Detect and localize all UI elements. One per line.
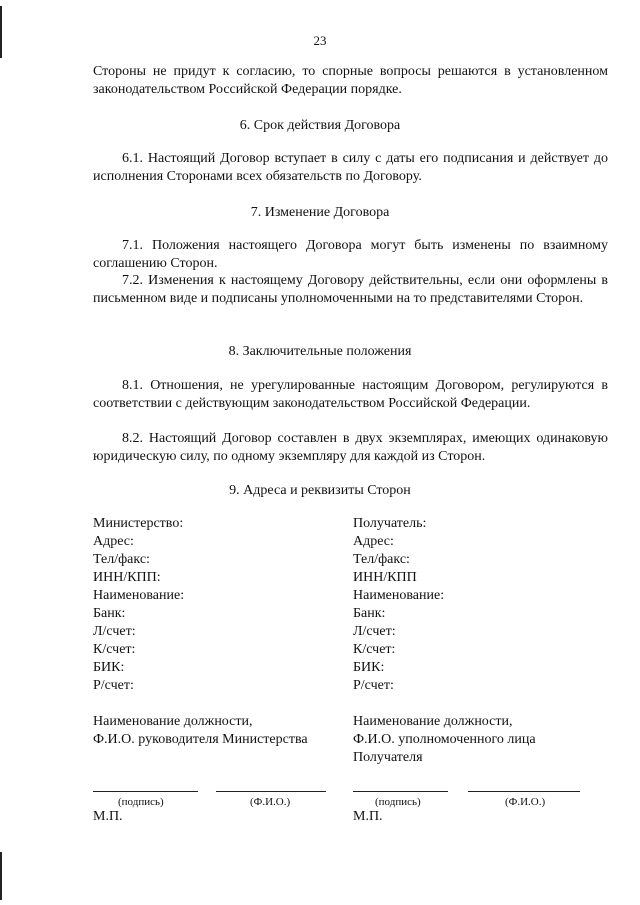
requisite-field: Р/счет: [93, 678, 134, 693]
requisite-field: Л/счет: [353, 624, 396, 639]
position-title: Наименование должности, [93, 714, 253, 729]
requisite-field: К/счет: [93, 642, 136, 657]
clause-8-1: 8.1. Отношения, не урегулированные настоящим Договором, регулируются в соответствии с действующим законодательством Российской Федерации. [93, 378, 608, 411]
requisite-field: Адрес: [93, 534, 134, 549]
clause-8-2: 8.2. Настоящий Договор составлен в двух экземплярах, имеющих одинаковую юридическую силу, по одному экземпляру для каждой из Сторон. [93, 431, 608, 464]
requisite-field: Наименование: [353, 588, 445, 603]
right-stamp-place: М.П. [353, 809, 383, 824]
right-party-requisites [353, 515, 536, 767]
left-stamp-place: М.П. [93, 809, 123, 824]
requisite-field: Наименование: [93, 588, 185, 603]
requisite-field: ИНН/КПП [353, 570, 417, 585]
section-8-title: 8. Заключительные положения [228, 344, 412, 359]
requisite-field: Адрес: [353, 534, 394, 549]
position-title: Наименование должности, [353, 714, 513, 729]
clause-7-1: 7.1. Положения настоящего Договора могут быть изменены по взаимному соглашению Сторон. [93, 238, 608, 271]
clause-6-1: 6.1. Настоящий Договор вступает в силу с даты его подписания и действует до исполнения Сторонами всех обязательств по Договору. [93, 151, 608, 184]
left-party-requisites [93, 515, 308, 749]
position-party: Получателя [353, 750, 423, 765]
requisite-field: Получатель: [353, 516, 427, 531]
left-name-label: (Ф.И.О.) [250, 796, 291, 808]
left-signature-label: (подпись) [118, 796, 164, 808]
requisite-field: ИНН/КПП: [93, 570, 161, 585]
right-signature-label: (подпись) [375, 796, 421, 808]
requisite-field: Банк: [93, 606, 126, 621]
clause-7-2: 7.2. Изменения к настоящему Договору действительны, если они оформлены в письменном виде и подписаны уполномоченными на то представителями Сторон. [93, 273, 608, 306]
requisite-field: Тел/факс: [353, 552, 410, 567]
requisite-field: К/счет: [353, 642, 396, 657]
page-number: 23 [313, 33, 327, 48]
requisite-field: Министерство: [93, 516, 184, 531]
right-signature-line [353, 791, 448, 792]
section-6-title: 6. Срок действия Договора [239, 118, 401, 133]
scan-edge-mark [0, 6, 2, 58]
requisite-field: БИК: [93, 660, 125, 675]
right-name-label: (Ф.И.О.) [505, 796, 546, 808]
right-name-line [468, 791, 580, 792]
left-signature-line [93, 791, 198, 792]
intro-paragraph: Стороны не придут к согласию, то спорные вопросы решаются в установленном законодательством Российской Федерации порядке. [93, 64, 608, 97]
requisite-field: Тел/факс: [93, 552, 150, 567]
requisite-field: БИК: [353, 660, 385, 675]
left-name-line [216, 791, 326, 792]
position-name: Ф.И.О. уполномоченного лица [353, 732, 536, 747]
requisite-field: Р/счет: [353, 678, 394, 693]
position-name: Ф.И.О. руководителя Министерства [93, 732, 308, 747]
requisite-field: Банк: [353, 606, 386, 621]
requisite-field: Л/счет: [93, 624, 136, 639]
section-9-title: 9. Адреса и реквизиты Сторон [229, 483, 411, 498]
scan-edge-mark [0, 852, 2, 900]
section-7-title: 7. Изменение Договора [250, 205, 390, 220]
